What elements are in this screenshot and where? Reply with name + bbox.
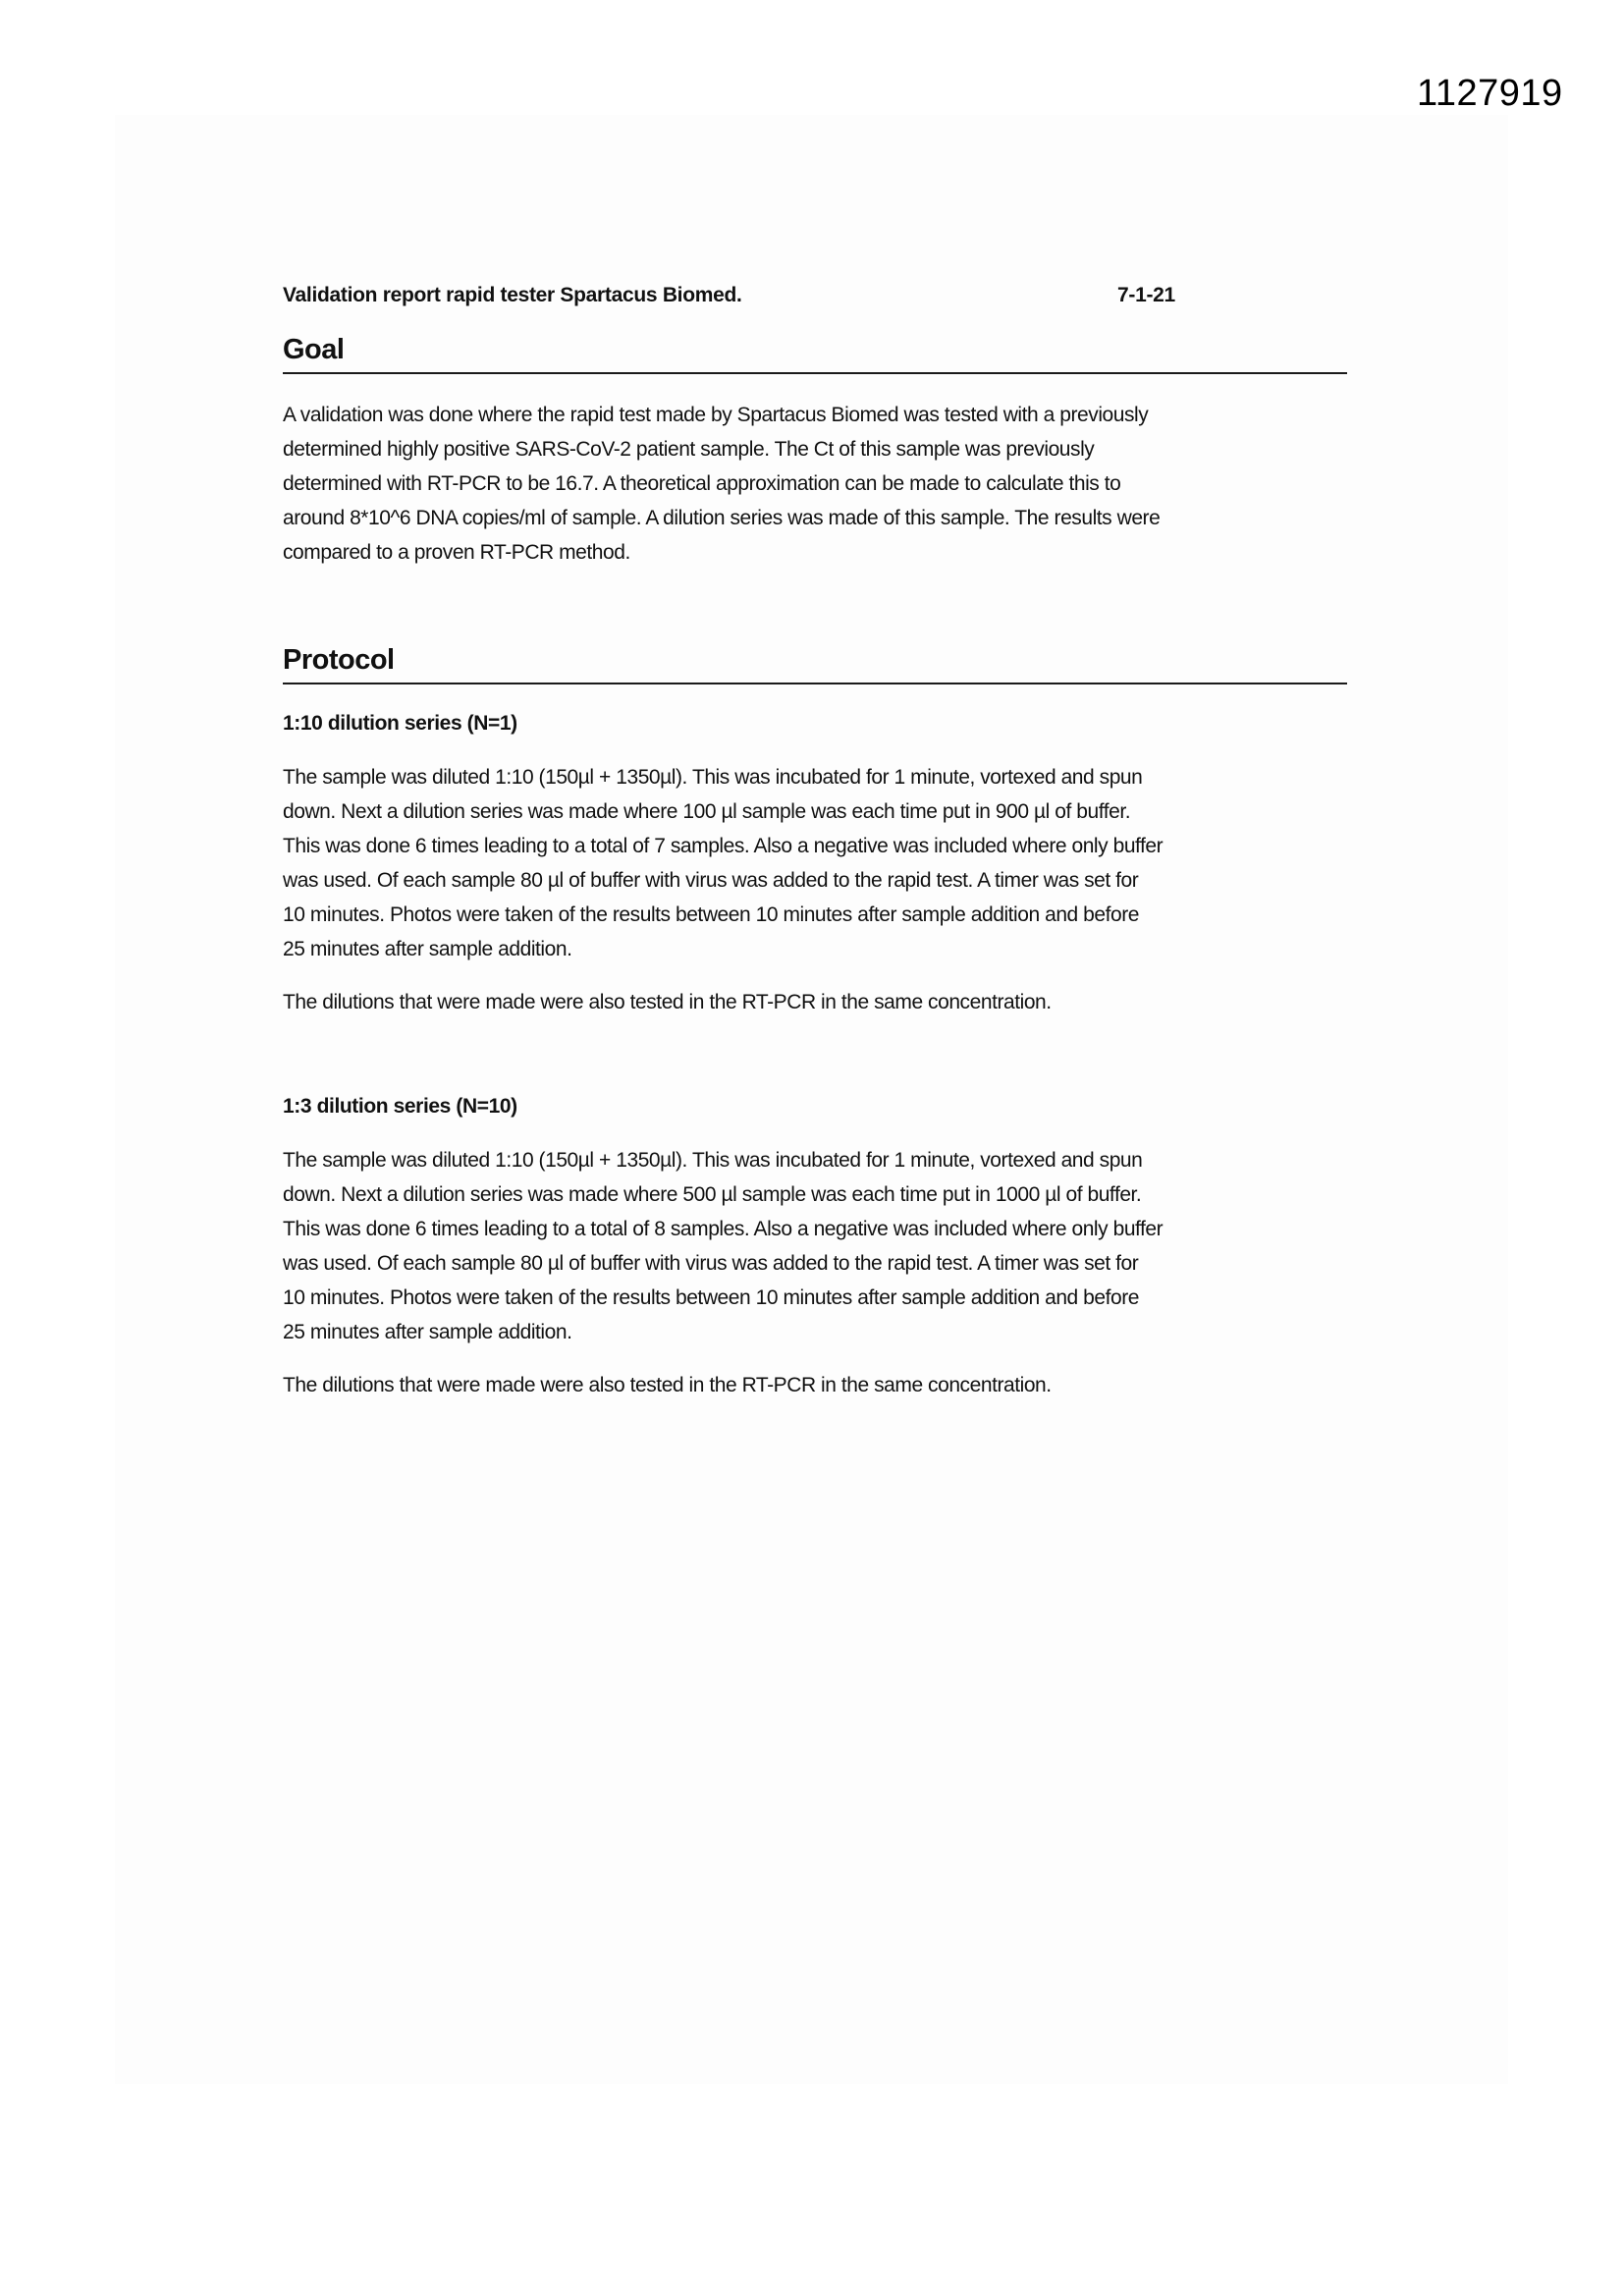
report-date: 7-1-21 (1117, 284, 1175, 306)
paragraph-line: compared to a proven RT-PCR method. (283, 541, 630, 564)
paragraph-line: 10 minutes. Photos were taken of the results between 10 minutes after sample addition and before (283, 903, 1140, 926)
paragraph-line: 10 minutes. Photos were taken of the results between 10 minutes after sample addition and before (283, 1286, 1140, 1309)
paragraph-line: 25 minutes after sample addition. (283, 1321, 572, 1343)
protocol-1-3-paragraph (283, 1143, 1353, 1349)
paragraph-line: was used. Of each sample 80 µl of buffer with virus was added to the rapid test. A timer was set for (283, 1252, 1139, 1275)
subheading-1-3-dilution: 1:3 dilution series (N=10) (283, 1095, 517, 1118)
paragraph-line: around 8*10^6 DNA copies/ml of sample. A dilution series was made of this sample. The results were (283, 507, 1161, 529)
protocol-heading: Protocol (283, 644, 1347, 684)
paragraph-line: down. Next a dilution series was made where 100 µl sample was each time put in 900 µl of buffer. (283, 800, 1131, 823)
protocol-1-10-note (283, 985, 1353, 1019)
protocol-1-3-note (283, 1368, 1353, 1402)
report-title-row (283, 284, 1347, 307)
document-id-number: 1127919 (1417, 73, 1563, 114)
paragraph-line: was used. Of each sample 80 µl of buffer with virus was added to the rapid test. A timer was set for (283, 869, 1139, 892)
paragraph-line: The dilutions that were made were also tested in the RT-PCR in the same concentration. (283, 991, 1052, 1013)
paragraph-line: determined highly positive SARS-CoV-2 patient sample. The Ct of this sample was previously (283, 438, 1095, 461)
protocol-1-10-paragraph (283, 760, 1353, 966)
goal-heading: Goal (283, 334, 1347, 374)
paragraph-line: The sample was diluted 1:10 (150µl + 1350µl). This was incubated for 1 minute, vortexed and spun (283, 1149, 1143, 1172)
paragraph-line: determined with RT-PCR to be 16.7. A theoretical approximation can be made to calculate this to (283, 472, 1121, 495)
paragraph-line: This was done 6 times leading to a total of 7 samples. Also a negative was included where only buffer (283, 835, 1164, 857)
paragraph-line: This was done 6 times leading to a total of 8 samples. Also a negative was included where only buffer (283, 1218, 1164, 1240)
paragraph-line: 25 minutes after sample addition. (283, 938, 572, 960)
paragraph-line: down. Next a dilution series was made where 500 µl sample was each time put in 1000 µl of buffer. (283, 1183, 1142, 1206)
subheading-1-10-dilution: 1:10 dilution series (N=1) (283, 712, 517, 735)
paragraph-line: The dilutions that were made were also tested in the RT-PCR in the same concentration. (283, 1374, 1052, 1396)
report-title: Validation report rapid tester Spartacus Biomed. (283, 284, 742, 306)
goal-paragraph (283, 398, 1353, 570)
paragraph-line: A validation was done where the rapid test made by Spartacus Biomed was tested with a previously (283, 404, 1149, 426)
paragraph-line: The sample was diluted 1:10 (150µl + 1350µl). This was incubated for 1 minute, vortexed and spun (283, 766, 1143, 789)
